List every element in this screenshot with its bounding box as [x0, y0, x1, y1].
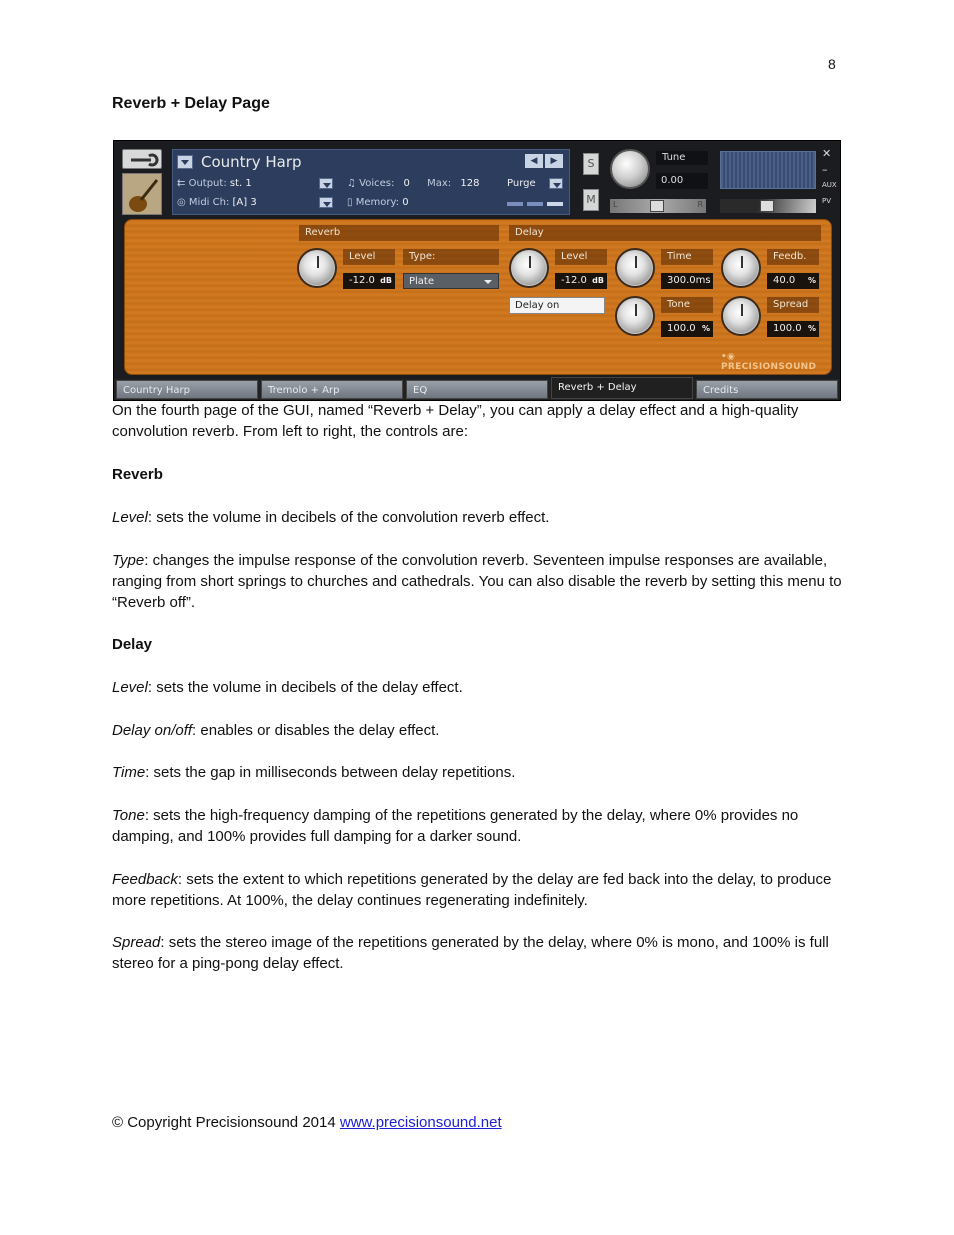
midi-dropdown-icon[interactable]	[319, 197, 333, 208]
term: Tone	[112, 807, 145, 824]
term: Level	[112, 509, 148, 526]
delay-header: Delay	[509, 225, 821, 241]
delay-level-number: -12.0	[561, 275, 587, 286]
kontakt-gui-screenshot	[113, 140, 841, 401]
delay-tone-unit: %	[701, 324, 710, 333]
reverb-level-value[interactable]	[343, 273, 395, 289]
voices-value: 0	[403, 178, 410, 189]
memory-value: 0	[402, 197, 409, 208]
voices-info	[347, 178, 479, 189]
meter-segment	[527, 202, 543, 206]
guitar-icon	[122, 173, 162, 215]
reverb-level-number: -12.0	[349, 275, 375, 286]
delay-spread-unit: %	[807, 324, 816, 333]
delay-feedback-knob[interactable]	[721, 248, 761, 288]
copyright-text: © Copyright Precisionsound 2014	[112, 1114, 340, 1131]
term: Feedback	[112, 871, 178, 888]
description: : sets the gap in milliseconds between delay repetitions.	[145, 764, 516, 781]
output-label: Output:	[188, 178, 227, 189]
description: : enables or disables the delay effect.	[192, 722, 440, 739]
term: Delay on/off	[112, 722, 193, 739]
meter-segment	[547, 202, 563, 206]
delay-heading: Delay	[112, 636, 153, 653]
delay-spread-knob[interactable]	[721, 296, 761, 336]
description: : changes the impulse response of the convolution reverb. Seventeen impulse responses are available, ranging from short springs to churches and cathedrals. You can also disable the reverb by setting this menu to “Reverb off”.	[112, 552, 842, 611]
delay-level-label: Level	[555, 249, 607, 265]
delay-feedback-label: Feedb.	[767, 249, 819, 265]
term: Type	[112, 552, 145, 569]
instrument-menu-icon[interactable]	[177, 155, 193, 169]
delay-time-desc	[112, 762, 842, 783]
delay-level-knob[interactable]	[509, 248, 549, 288]
midi-info	[177, 197, 257, 208]
voices-icon: ♫	[347, 178, 356, 189]
reverb-level-label: Level	[343, 249, 395, 265]
reverb-level-unit: dB	[380, 276, 392, 285]
brand-name: PRECISIONSOUND	[721, 362, 817, 372]
memory-info	[347, 197, 409, 208]
tab-reverb-delay[interactable]: Reverb + Delay	[551, 377, 693, 399]
website-link[interactable]: www.precisionsound.net	[339, 1114, 502, 1131]
max-value[interactable]: 128	[460, 178, 480, 189]
instrument-name: Country Harp	[201, 153, 302, 171]
tune-label: Tune	[656, 151, 708, 165]
delay-level-desc	[112, 677, 842, 698]
delay-tone-desc	[112, 805, 842, 847]
output-dropdown-icon[interactable]	[319, 178, 333, 189]
minimize-icon[interactable]: –	[822, 163, 828, 176]
delay-spread-label: Spread	[767, 297, 819, 313]
pan-right-label: R	[697, 200, 703, 209]
delay-feedback-unit: %	[807, 276, 816, 285]
output-icon: ⇇	[177, 178, 186, 189]
delay-time-value[interactable]: 300.0ms	[661, 273, 713, 289]
memory-label: Memory:	[355, 197, 400, 208]
reverb-type-desc	[112, 550, 842, 613]
tune-knob[interactable]	[610, 149, 650, 189]
page-number: 8	[828, 56, 836, 72]
description: : sets the volume in decibels of the delay effect.	[147, 679, 463, 696]
arrow-left-icon[interactable]: ◀	[525, 154, 543, 168]
instrument-nav[interactable]	[525, 154, 565, 168]
delay-level-value[interactable]	[555, 273, 607, 289]
memory-icon: ▯	[347, 197, 353, 208]
tab-credits[interactable]: Credits	[696, 380, 838, 399]
pan-left-label: L	[613, 200, 618, 209]
instrument-header	[172, 149, 570, 215]
brand-logo	[721, 352, 831, 372]
delay-spread-number: 100.0	[773, 323, 802, 334]
reverb-type-dropdown[interactable]: Plate	[403, 273, 499, 289]
intro-paragraph: On the fourth page of the GUI, named “Reverb + Delay”, you can apply a delay effect and a high-quality convolution reverb. From left to right, the controls are:	[112, 402, 799, 440]
delay-spread-desc	[112, 932, 842, 974]
term: Spread	[112, 934, 161, 951]
volume-handle[interactable]	[760, 200, 774, 212]
reverb-heading: Reverb	[112, 466, 163, 483]
aux-label[interactable]: AUX	[822, 181, 837, 189]
delay-feedback-number: 40.0	[773, 275, 796, 286]
page-title: Reverb + Delay Page	[112, 95, 270, 112]
brand-dot-icon: •◉	[721, 352, 736, 362]
delay-toggle-button[interactable]: Delay on	[509, 297, 605, 314]
effects-panel	[124, 219, 832, 375]
description: : sets the extent to which repetitions generated by the delay are fed back into the delay, to produce more repetitions. At 100%, the delay continues regenerating indefinitely.	[112, 871, 832, 909]
arrow-right-icon[interactable]: ▶	[545, 154, 563, 168]
delay-tone-knob[interactable]	[615, 296, 655, 336]
pan-slider[interactable]	[610, 199, 706, 213]
midi-icon: ◎	[177, 197, 186, 208]
instrument-icons	[120, 147, 166, 215]
midi-value[interactable]: [A] 3	[232, 197, 257, 208]
midi-label: Midi Ch:	[188, 197, 230, 208]
purge-button[interactable]: Purge	[507, 178, 536, 189]
term: Level	[112, 679, 148, 696]
delay-spread-value[interactable]	[767, 321, 819, 337]
wrench-icon[interactable]	[122, 149, 162, 169]
description: : sets the stereo image of the repetitions generated by the delay, where 0% is mono, and 100% is full stereo for a ping-pong delay effect.	[112, 934, 829, 972]
max-label: Max:	[427, 178, 452, 189]
tab-country-harp[interactable]: Country Harp	[116, 380, 258, 399]
delay-feedback-value[interactable]	[767, 273, 819, 289]
meter-segment	[507, 202, 523, 206]
output-value[interactable]: st. 1	[229, 178, 252, 189]
description: : sets the volume in decibels of the convolution reverb effect.	[147, 509, 550, 526]
tune-value[interactable]: 0.00	[656, 173, 708, 189]
page-tabs	[114, 379, 841, 401]
solo-button[interactable]: S	[583, 153, 599, 175]
delay-feedback-desc	[112, 869, 842, 911]
tab-tremolo-arp[interactable]: Tremolo + Arp	[261, 380, 403, 399]
delay-time-label: Time	[661, 249, 713, 265]
delay-tone-value[interactable]	[661, 321, 713, 337]
reverb-level-desc	[112, 507, 842, 528]
delay-time-knob[interactable]	[615, 248, 655, 288]
voices-label: Voices:	[359, 178, 395, 189]
delay-tone-label: Tone	[661, 297, 713, 313]
delay-level-unit: dB	[592, 276, 604, 285]
delay-onoff-desc	[112, 720, 842, 741]
volume-slider[interactable]	[720, 199, 816, 213]
copyright-footer	[112, 1114, 502, 1131]
delay-tone-number: 100.0	[667, 323, 696, 334]
term: Time	[112, 764, 146, 781]
description: : sets the high-frequency damping of the repetitions generated by the delay, where 0% provides no damping, and 100% provides full damping for a darker sound.	[112, 807, 799, 845]
pv-label[interactable]: PV	[822, 197, 832, 205]
close-icon[interactable]: ✕	[822, 147, 832, 160]
pan-handle[interactable]	[650, 200, 664, 212]
tab-eq[interactable]: EQ	[406, 380, 548, 399]
output-info	[177, 178, 252, 189]
reverb-type-label: Type:	[403, 249, 499, 265]
mute-button[interactable]: M	[583, 189, 599, 211]
level-meter	[720, 151, 816, 189]
reverb-header: Reverb	[299, 225, 499, 241]
reverb-level-knob[interactable]	[297, 248, 337, 288]
purge-dropdown-icon[interactable]	[549, 178, 563, 189]
